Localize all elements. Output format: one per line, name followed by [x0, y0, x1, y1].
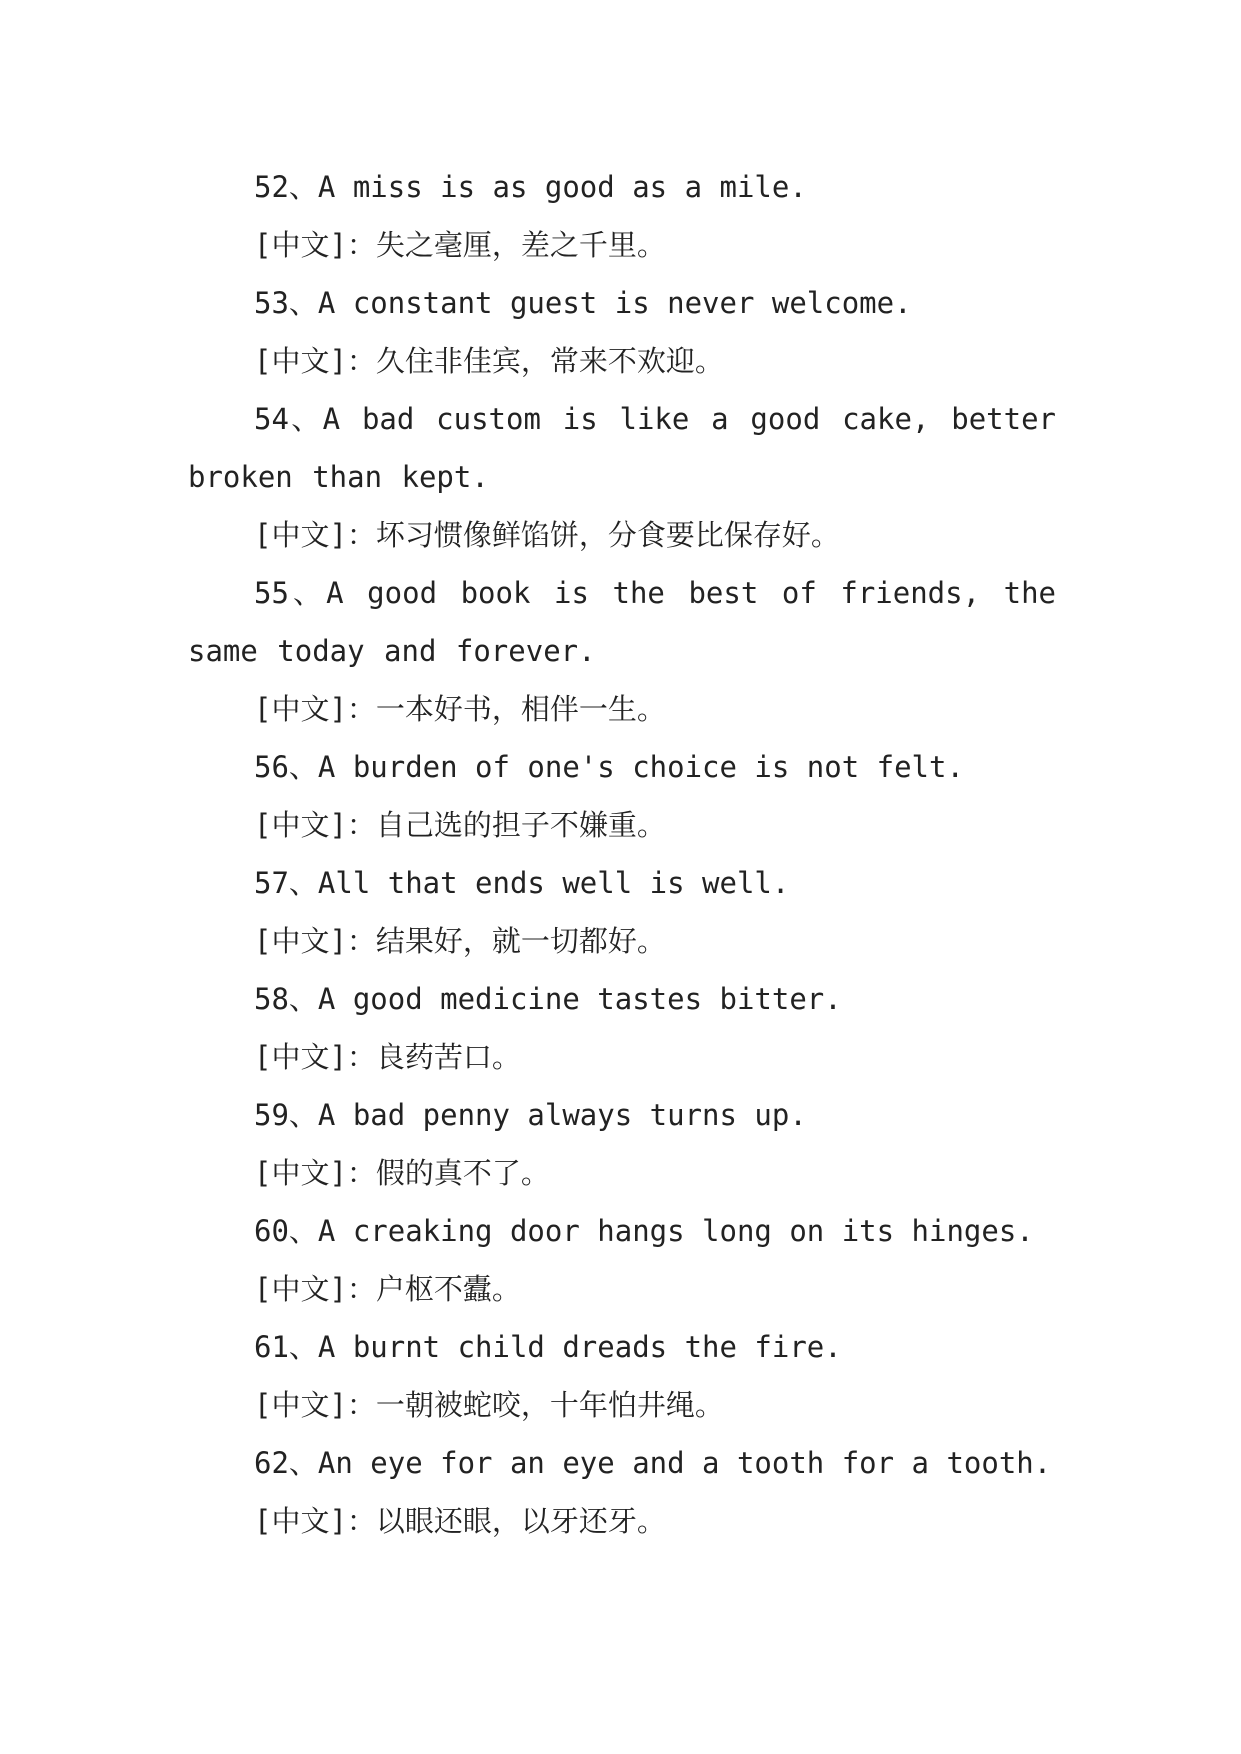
proverb-en: 62、An eye for an eye and a tooth for a tooth.	[254, 1446, 1052, 1480]
proverb-en: 53、A constant guest is never welcome.	[254, 286, 912, 320]
proverb-zh: [中文]：一朝被蛇咬，十年怕井绳。	[254, 1388, 724, 1422]
proverb-zh: [中文]：失之毫厘，差之千里。	[254, 228, 666, 262]
proverb-en: 60、A creaking door hangs long on its hinges.	[254, 1214, 1034, 1248]
proverb-en: 61、A burnt child dreads the fire.	[254, 1330, 842, 1364]
proverb-zh: [中文]：自己选的担子不嫌重。	[254, 808, 666, 842]
proverb-en: 57、All that ends well is well.	[254, 866, 790, 900]
proverb-en: 52、A miss is as good as a mile.	[254, 170, 807, 204]
proverb-zh: [中文]：良药苦口。	[254, 1040, 521, 1074]
proverb-en: 54、A bad custom is like a good cake, better broken than kept.	[188, 402, 1056, 494]
proverb-list	[188, 158, 1056, 1550]
proverb-en: 56、A burden of one's choice is not felt.	[254, 750, 964, 784]
proverb-zh: [中文]：坏习惯像鲜馅饼，分食要比保存好。	[254, 518, 840, 552]
proverb-zh: [中文]：久住非佳宾，常来不欢迎。	[254, 344, 724, 378]
proverb-en: 58、A good medicine tastes bitter.	[254, 982, 842, 1016]
proverb-en: 55、A good book is the best of friends, the same today and forever.	[188, 576, 1056, 668]
proverb-en: 59、A bad penny always turns up.	[254, 1098, 807, 1132]
proverb-zh: [中文]：户枢不蠹。	[254, 1272, 521, 1306]
proverb-zh: [中文]：结果好，就一切都好。	[254, 924, 666, 958]
proverb-zh: [中文]：以眼还眼，以牙还牙。	[254, 1504, 666, 1538]
proverb-zh: [中文]：一本好书，相伴一生。	[254, 692, 666, 726]
proverb-zh: [中文]：假的真不了。	[254, 1156, 550, 1190]
